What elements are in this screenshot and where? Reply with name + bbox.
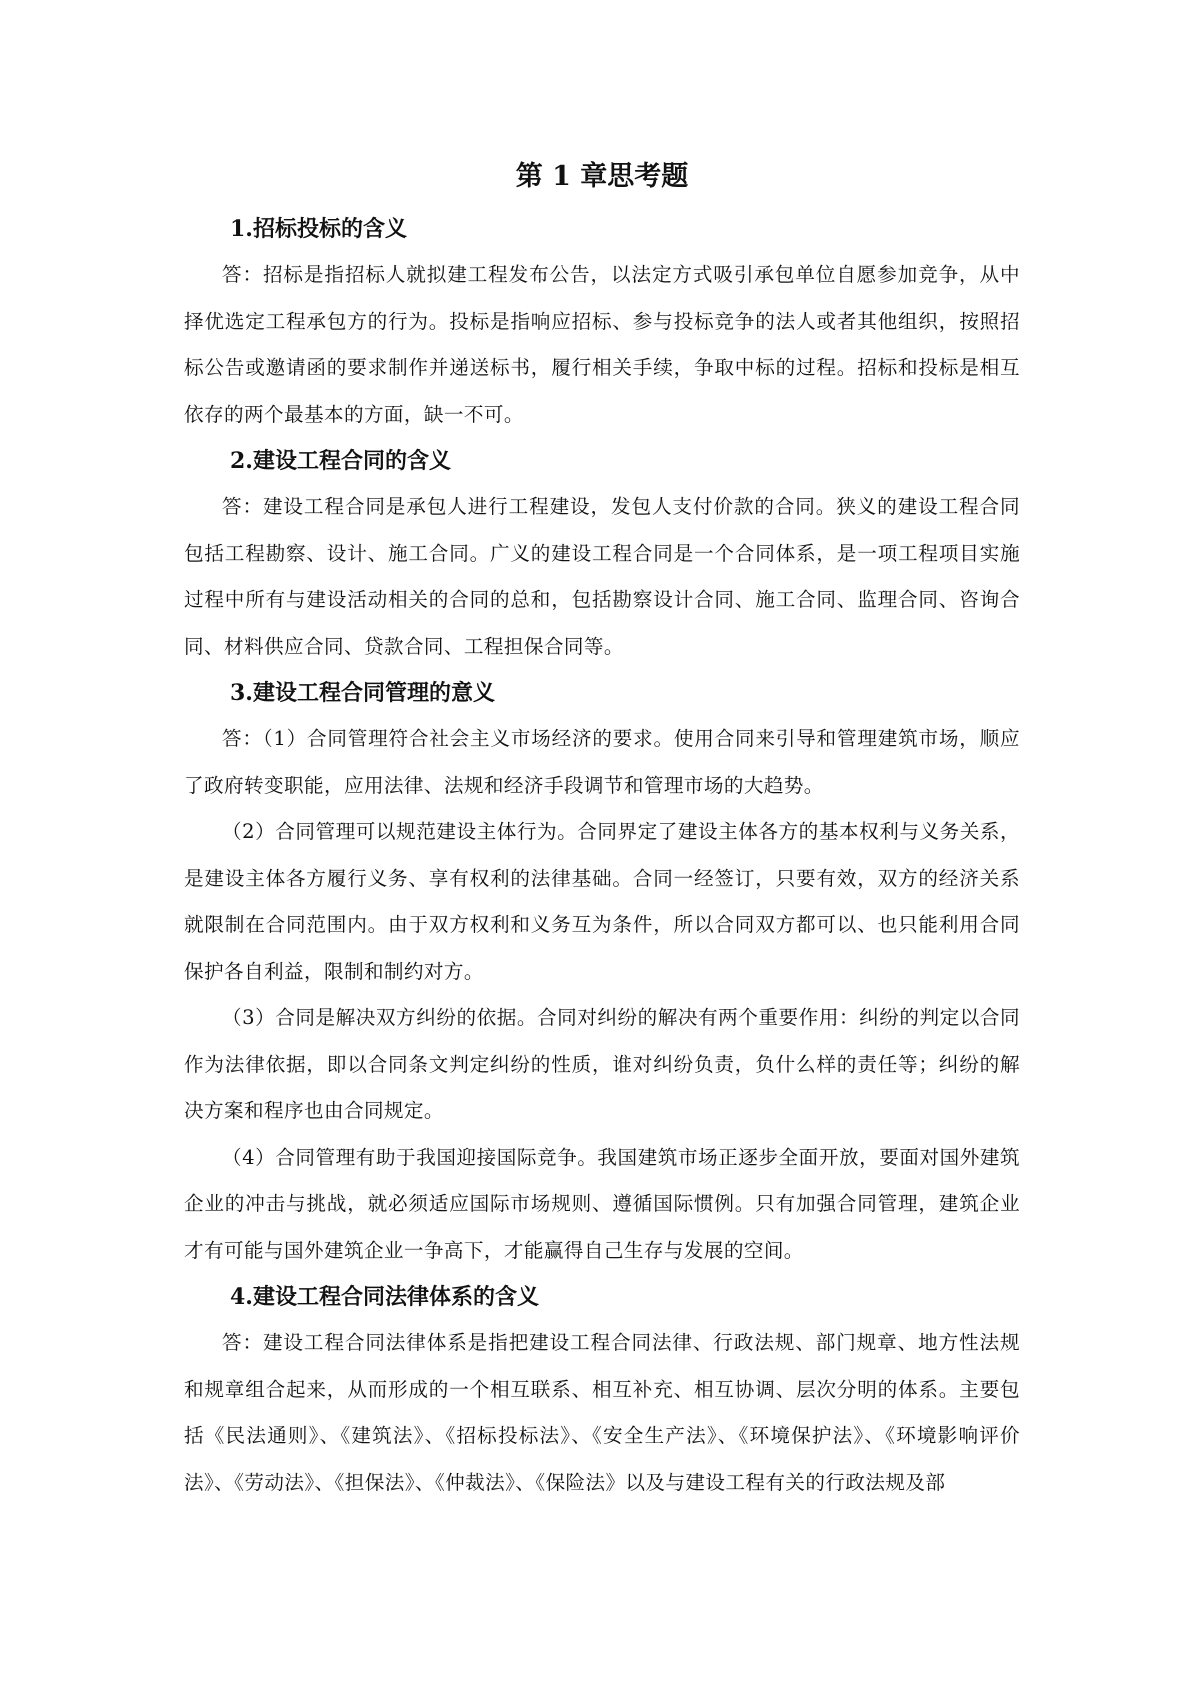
document-page — [184, 150, 1020, 1506]
section-heading-2: 2.建设工程合同的含义 — [230, 448, 451, 474]
section-heading-4: 4.建设工程合同法律体系的含义 — [230, 1284, 539, 1310]
section-heading-3: 3.建设工程合同管理的意义 — [230, 680, 495, 706]
section-heading-1: 1.招标投标的含义 — [230, 216, 407, 242]
section-2-paragraph-1: 答：建设工程合同是承包人进行工程建设，发包人支付价款的合同。狭义的建设工程合同包括工程勘察、设计、施工合同。广义的建设工程合同是一个合同体系，是一项工程项目实施过程中所有与建设活动相关的合同的总和，包括勘察设计合同、施工合同、监理合同、咨询合同、材料供应合同、贷款合同、工程担保合同等。 — [184, 495, 1020, 658]
section-1-paragraph-1: 答：招标是指招标人就拟建工程发布公告，以法定方式吸引承包单位自愿参加竞争，从中择优选定工程承包方的行为。投标是指响应招标、参与投标竞争的法人或者其他组织，按照招标公告或邀请函的要求制作并递送标书，履行相关手续，争取中标的过程。招标和投标是相互依存的两个最基本的方面，缺一不可。 — [184, 263, 1020, 426]
section-3-paragraph-1: 答：（1）合同管理符合社会主义市场经济的要求。使用合同来引导和管理建筑市场，顺应了政府转变职能，应用法律、法规和经济手段调节和管理市场的大趋势。 — [184, 727, 1020, 797]
section-4-paragraph-1: 答：建设工程合同法律体系是指把建设工程合同法律、行政法规、部门规章、地方性法规和规章组合起来，从而形成的一个相互联系、相互补充、相互协调、层次分明的体系。主要包括《民法通则》、《建筑法》、《招标投标法》、《安全生产法》、《环境保护法》、《环境影响评价法》、《劳动法》、《担保法》、《仲裁法》、《保险法》以及与建设工程有关的行政法规及部 — [184, 1331, 1020, 1494]
section-3-paragraph-4: （4）合同管理有助于我国迎接国际竞争。我国建筑市场正逐步全面开放，要面对国外建筑企业的冲击与挑战，就必须适应国际市场规则、遵循国际惯例。只有加强合同管理，建筑企业才有可能与国外建筑企业一争高下，才能赢得自己生存与发展的空间。 — [184, 1145, 1020, 1262]
section-3-paragraph-2: （2）合同管理可以规范建设主体行为。合同界定了建设主体各方的基本权利与义务关系，是建设主体各方履行义务、享有权利的法律基础。合同一经签订，只要有效，双方的经济关系就限制在合同范围内。由于双方权利和义务互为条件，所以合同双方都可以、也只能利用合同保护各自利益，限制和制约对方。 — [184, 820, 1020, 983]
chapter-title: 第 1 章思考题 — [515, 161, 689, 192]
section-3-paragraph-3: （3）合同是解决双方纠纷的依据。合同对纠纷的解决有两个重要作用：纠纷的判定以合同作为法律依据，即以合同条文判定纠纷的性质，谁对纠纷负责，负什么样的责任等；纠纷的解决方案和程序也由合同规定。 — [184, 1006, 1020, 1122]
